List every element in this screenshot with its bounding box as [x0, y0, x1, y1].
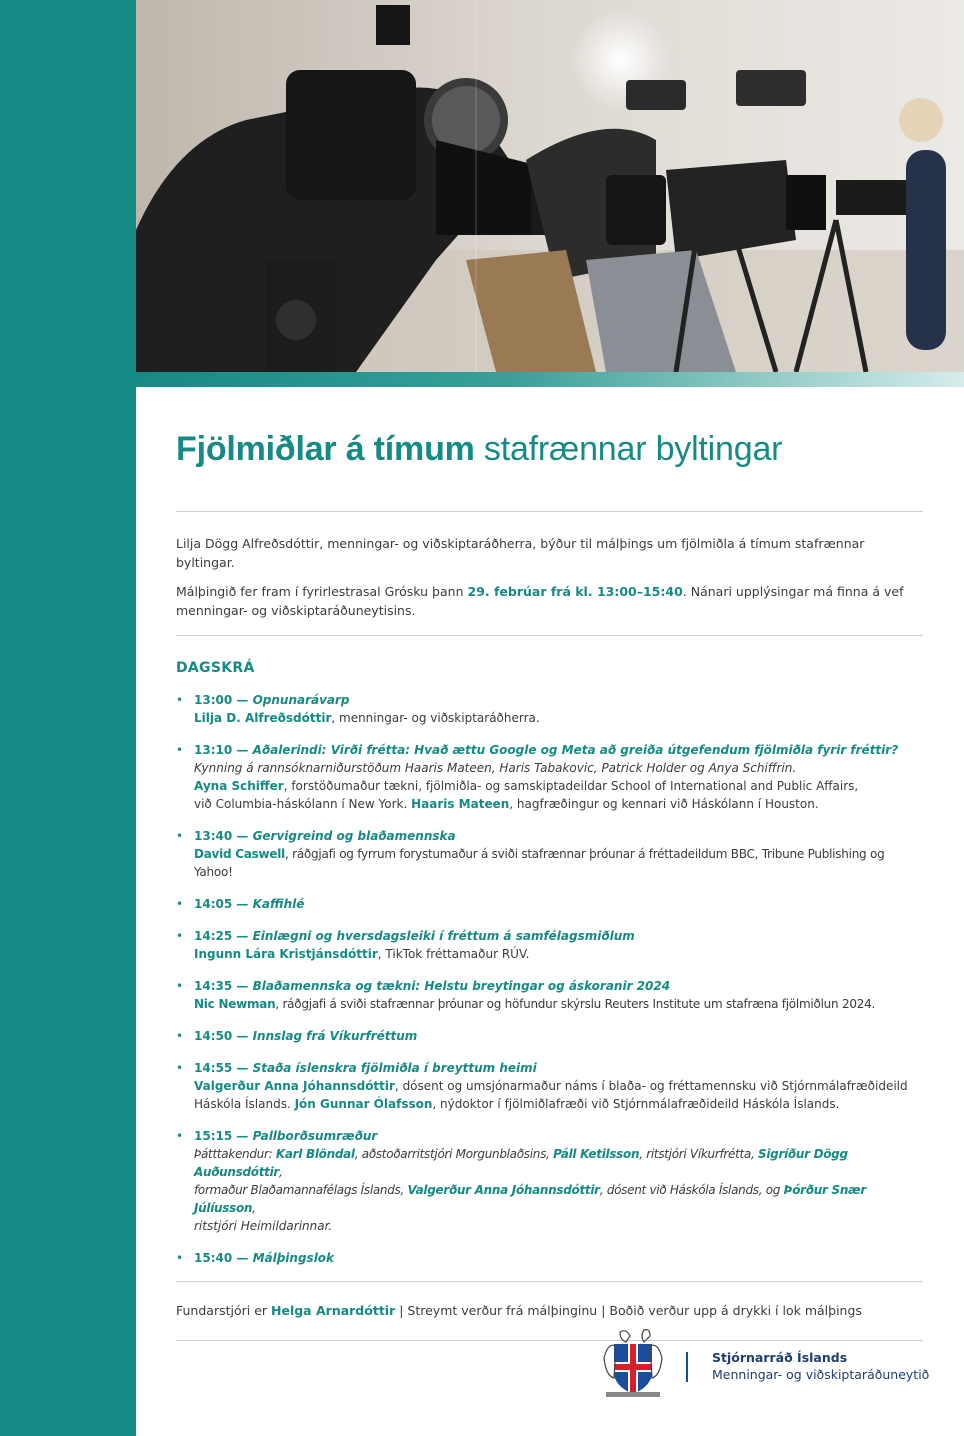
intro-text: Málþingið fer fram í fyrirlestrasal Grósku þann	[176, 584, 468, 599]
intro-text: menningar- og viðskiptaráðuneytisins.	[176, 603, 416, 618]
agenda-item	[176, 1059, 923, 1113]
agenda-topic: Málþingslok	[252, 1251, 335, 1265]
agenda-speaker-line	[194, 1095, 923, 1113]
agenda-speaker-line	[194, 777, 923, 795]
agenda-time: 15:40 —	[194, 1251, 253, 1265]
speaker-role: , nýdoktor í fjölmiðlafræði við Stjórnmálafræðideild Háskóla Íslands.	[432, 1097, 840, 1111]
coat-of-arms-icon	[600, 1328, 666, 1398]
agenda-time: 14:55 —	[194, 1061, 253, 1075]
speaker-name: Páll Ketilsson	[553, 1147, 640, 1161]
agenda-time: 13:00 —	[194, 693, 253, 707]
speaker-role: , TikTok fréttamaður RÚV.	[377, 947, 530, 961]
agenda-item	[176, 691, 923, 727]
speaker-role: , hagfræðingur og kennari við Háskólann í Houston.	[509, 797, 819, 811]
teal-side-band	[0, 0, 136, 1436]
speaker-role: , forstöðumaður tækni, fjölmiðla- og samskiptadeildar School of International and Public Affairs,	[283, 779, 859, 793]
intro-paragraph-1: Lilja Dögg Alfreðsdóttir, menningar- og viðskiptaráðherra, býður til málþings um fjölmiðla á tímum stafrænnar byltingar.	[176, 536, 865, 570]
agenda-heading: DAGSKRÁ	[176, 660, 255, 676]
agenda-topic: Pallborðsumræður	[252, 1129, 378, 1143]
agenda-item-title	[194, 977, 923, 995]
agenda-speaker-line	[194, 845, 923, 881]
government-logo-block	[600, 1328, 930, 1398]
speaker-role: , menningar- og viðskiptaráðherra.	[331, 711, 540, 725]
agenda-item-title	[194, 895, 923, 913]
speaker-name: Valgerður Anna Jóhannsdóttir	[194, 1079, 395, 1093]
header-photo-press-cameras	[136, 0, 964, 372]
speaker-name: Sigríður Dögg Auðunsdóttir	[194, 1147, 848, 1179]
agenda-panel-line	[194, 1145, 923, 1181]
intro-paragraph-2	[176, 582, 923, 620]
speaker-role: , dósent við Háskóla Íslands, og	[599, 1183, 784, 1197]
agenda-topic: Staða íslenskra fjölmiðla í breyttum heimi	[252, 1061, 537, 1075]
agenda-item	[176, 1249, 923, 1267]
agenda-panel-line: ritstjóri Heimildarinnar.	[194, 1219, 333, 1233]
logo-divider	[686, 1352, 688, 1382]
speaker-role: formaður Blaðamannafélags Íslands,	[194, 1183, 408, 1197]
speaker-role: ,	[279, 1165, 283, 1179]
agenda-item-title	[194, 927, 923, 945]
agenda-time: 14:35 —	[194, 979, 253, 993]
speaker-role: , ritstjóri Víkurfrétta,	[639, 1147, 759, 1161]
agenda-time: 15:15 —	[194, 1129, 253, 1143]
moderator-line	[176, 1302, 923, 1320]
agenda-topic: Opnunarávarp	[252, 693, 350, 707]
speaker-name: Jón Gunnar Ólafsson	[294, 1097, 433, 1111]
agenda-speaker-line	[194, 709, 923, 727]
agenda-speaker-line	[194, 995, 923, 1013]
agenda-time: 13:40 —	[194, 829, 253, 843]
agenda-time: 14:25 —	[194, 929, 253, 943]
speaker-name: Valgerður Anna Jóhannsdóttir	[407, 1183, 600, 1197]
agenda-time: 14:05 —	[194, 897, 253, 911]
agenda-speaker-line	[194, 1077, 923, 1095]
footer-text: Fundarstjóri er	[176, 1303, 272, 1318]
agenda-topic: Einlægni og hversdagsleiki í fréttum á samfélagsmiðlum	[252, 929, 635, 943]
agenda-item-title	[194, 1249, 923, 1267]
title-light-part: stafrænnar byltingar	[483, 430, 783, 468]
speaker-name: Haaris Mateen	[411, 797, 510, 811]
divider	[176, 511, 923, 512]
footer-text: | Streymt verður frá málþinginu | Boðið verður upp á drykki í lok málþings	[395, 1303, 862, 1318]
agenda-item	[176, 827, 923, 881]
speaker-role: , dósent og umsjónarmaður náms í blaða- og fréttamennsku við Stjórnmálafræðideild	[394, 1079, 908, 1093]
speaker-name: Ingunn Lára Kristjánsdóttir	[194, 947, 378, 961]
agenda-time: 14:50 —	[194, 1029, 253, 1043]
event-date-highlight: 29. febrúar frá kl. 13:00–15:40	[467, 584, 683, 599]
agenda-item-title	[194, 1027, 923, 1045]
speaker-role: , ráðgjafi og fyrrum forystumaður á sviði stafrænnar þróunar á fréttadeildum BBC, Tribune Publishing og Yahoo!	[194, 847, 885, 879]
agenda-item-title	[194, 1059, 923, 1077]
agenda-topic: Aðalerindi: Virði frétta: Hvað ættu Google og Meta að greiða útgefendum fjölmiðla fyrir fréttir?	[252, 743, 899, 757]
photo-bottom-accent-bar	[136, 372, 964, 387]
page-title	[176, 427, 923, 471]
moderator-name: Helga Arnardóttir	[271, 1303, 396, 1318]
agenda-item	[176, 895, 923, 913]
speaker-role: , aðstoðarritstjóri Morgunblaðsins,	[354, 1147, 554, 1161]
agenda-panel-line	[194, 1181, 923, 1217]
agenda-item-title	[194, 741, 923, 759]
agenda-speaker-line	[194, 795, 923, 813]
speaker-name: Nic Newman	[194, 997, 276, 1011]
agenda-list	[176, 691, 923, 1267]
document-content	[176, 387, 923, 1341]
agenda-description-line: Kynning á rannsóknarniðurstöðum Haaris Mateen, Haris Tabakovic, Patrick Holder og Anya Schiffrin.	[194, 761, 797, 775]
speaker-name: Þórður Snær Júlíusson	[194, 1183, 866, 1215]
agenda-item-title	[194, 691, 923, 709]
agenda-item-title	[194, 827, 923, 845]
speaker-role: ,	[252, 1201, 256, 1215]
speaker-role: , ráðgjafi á sviði stafrænnar þróunar og höfundur skýrslu Reuters Institute um stafræna fjölmiðlun 2024.	[275, 997, 876, 1011]
agenda-item	[176, 1027, 923, 1045]
agenda-time: 13:10 —	[194, 743, 253, 757]
speaker-name: Lilja D. Alfreðsdóttir	[194, 711, 332, 725]
divider	[176, 635, 923, 636]
agenda-topic: Blaðamennska og tækni: Helstu breytingar og áskoranir 2024	[252, 979, 671, 993]
agenda-topic: Gervigreind og blaðamennska	[252, 829, 456, 843]
panel-label: Þátttakendur:	[194, 1147, 276, 1161]
agenda-item	[176, 977, 923, 1013]
ministry-name: Menningar- og viðskiptaráðuneytið	[712, 1367, 930, 1382]
agenda-speaker-line	[194, 945, 923, 963]
intro-text: . Nánari upplýsingar má finna á vef	[682, 584, 904, 599]
agenda-topic: Kaffihlé	[252, 897, 305, 911]
agenda-item-title	[194, 1127, 923, 1145]
speaker-role: Háskóla Íslands.	[194, 1097, 295, 1111]
speaker-role: við Columbia-háskólann í New York.	[194, 797, 412, 811]
government-name: Stjórnarráð Íslands	[712, 1350, 848, 1365]
agenda-item	[176, 1127, 923, 1235]
agenda-item	[176, 741, 923, 813]
speaker-name: Karl Blöndal	[275, 1147, 355, 1161]
title-bold-part: Fjölmiðlar á tímum	[176, 430, 475, 468]
divider	[176, 1281, 923, 1282]
agenda-item	[176, 927, 923, 963]
speaker-name: Ayna Schiffer	[194, 779, 284, 793]
speaker-name: David Caswell	[194, 847, 286, 861]
agenda-topic: Innslag frá Víkurfréttum	[252, 1029, 418, 1043]
